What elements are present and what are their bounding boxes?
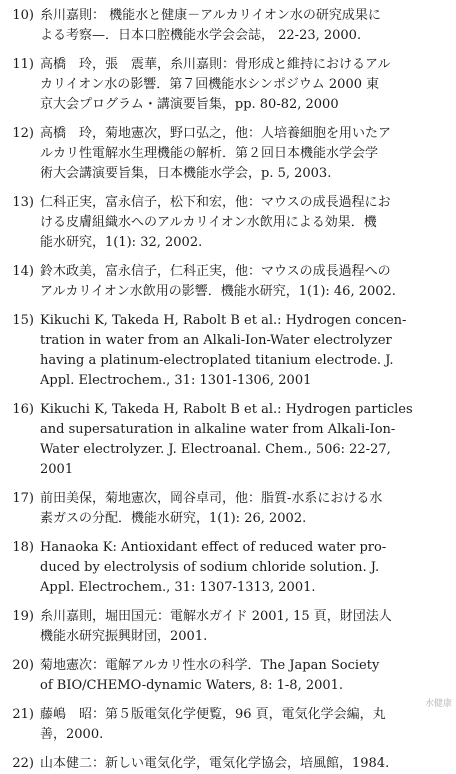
- reference-14: [2, 262, 448, 302]
- reference-line: having a platinum-electroplated titanium electrode. J.: [40, 353, 394, 368]
- reference-line: 菊地憲次：電解アルカリ性水の科学．The Japan Society: [40, 658, 380, 673]
- reference-line: Kikuchi K, Takeda H, Rabolt B et al.: Hydrogen particles: [40, 402, 413, 417]
- reference-number: 21): [12, 707, 34, 722]
- reference-line: ルカリ性電解水生理機能の解析．第２回日本機能水学会学: [40, 146, 379, 161]
- reference-line: Appl. Electrochem., 31: 1301-1306, 2001: [40, 373, 312, 388]
- reference-line: 山本健二：新しい電気化学，電気化学協会，培風館，1984.: [40, 756, 390, 771]
- reference-13: [2, 193, 448, 253]
- reference-12: [2, 124, 448, 184]
- reference-text: [40, 262, 448, 302]
- reference-number: 19): [12, 609, 34, 624]
- reference-number: 13): [12, 195, 34, 210]
- reference-number: 12): [12, 126, 34, 141]
- reference-line: 素ガスの分配．機能水研究，1(1): 26, 2002.: [40, 511, 307, 526]
- reference-line: Appl. Electrochem., 31: 1307-1313, 2001.: [40, 580, 316, 595]
- watermark: 水健康: [424, 699, 452, 709]
- reference-line: 善，2000.: [40, 727, 104, 742]
- reference-text: [40, 705, 448, 745]
- reference-line: アルカリイオン水飲用の影響．機能水研究，1(1): 46, 2002.: [40, 284, 396, 299]
- reference-20: [2, 656, 448, 696]
- reference-text: [40, 400, 448, 480]
- reference-number: 18): [12, 540, 34, 555]
- reference-21: [2, 705, 448, 745]
- reference-line: Hanaoka K: Antioxidant effect of reduced water pro-: [40, 540, 387, 555]
- reference-number: 20): [12, 658, 34, 673]
- reference-16: [2, 400, 448, 480]
- reference-line: 高橋 玲，張 震華，糸川嘉則：骨形成と維持におけるアル: [40, 57, 391, 72]
- reference-number: 15): [12, 313, 34, 328]
- reference-text: [40, 607, 448, 647]
- reference-number: 17): [12, 491, 34, 506]
- reference-text: [40, 193, 448, 253]
- reference-line: 京大会プログラム・講演要旨集，pp. 80-82, 2000: [40, 97, 339, 112]
- reference-line: 糸川嘉則： 機能水と健康－アルカリイオン水の研究成果に: [40, 8, 381, 23]
- reference-line: 鈴木政美，富永信子，仁科正実，他：マウスの成長過程への: [40, 264, 391, 279]
- reference-number: 14): [12, 264, 34, 279]
- reference-line: 能水研究，1(1): 32, 2002.: [40, 235, 203, 250]
- reference-22: [2, 754, 448, 774]
- reference-line: 機能水研究振興財団，2001.: [40, 629, 208, 644]
- reference-line: tration in water from an Alkali-Ion-Water electrolyzer: [40, 333, 392, 348]
- reference-text: [40, 6, 448, 46]
- reference-line: 糸川嘉則，堀田国元：電解水ガイド 2001, 15 頁，財団法人: [40, 609, 392, 624]
- reference-text: [40, 124, 448, 184]
- reference-text: [40, 55, 448, 115]
- reference-line: duced by electrolysis of sodium chloride solution. J.: [40, 560, 380, 575]
- reference-text: [40, 311, 448, 391]
- reference-17: [2, 489, 448, 529]
- reference-line: Water electrolyzer. J. Electroanal. Chem., 506: 22-27,: [40, 442, 391, 457]
- reference-number: 16): [12, 402, 34, 417]
- reference-line: 術大会講演要旨集，日本機能水学会，p. 5, 2003.: [40, 166, 332, 181]
- reference-line: 2001: [40, 462, 74, 477]
- reference-line: 藤嶋 昭：第５版電気化学便覧，96 頁，電気化学会編，丸: [40, 707, 386, 722]
- reference-line: of BIO/CHEMO-dynamic Waters, 8: 1-8, 2001.: [40, 678, 344, 693]
- reference-line: ける皮膚組織水へのアルカリイオン水飲用による効果．機: [40, 215, 377, 230]
- reference-line: カリイオン水の影響．第７回機能水シンポジウム 2000 東: [40, 77, 380, 92]
- reference-18: [2, 538, 448, 598]
- reference-text: [40, 656, 448, 696]
- reference-10: [2, 6, 448, 46]
- reference-text: [40, 754, 448, 774]
- reference-line: 前田美保，菊地憲次，岡谷卓司，他：脂質-水系における水: [40, 491, 383, 506]
- reference-line: 仁科正実，富永信子，松下和宏，他：マウスの成長過程にお: [40, 195, 391, 210]
- reference-11: [2, 55, 448, 115]
- reference-number: 11): [12, 57, 34, 72]
- reference-line: 高橋 玲，菊地憲次，野口弘之，他：人培養細胞を用いたア: [40, 126, 392, 141]
- reference-15: [2, 311, 448, 391]
- reference-text: [40, 538, 448, 598]
- reference-line: よる考察—．日本口腔機能水学会会誌， 22-23, 2000.: [40, 28, 362, 43]
- reference-19: [2, 607, 448, 647]
- reference-text: [40, 489, 448, 529]
- reference-number: 22): [12, 756, 34, 771]
- reference-line: Kikuchi K, Takeda H, Rabolt B et al.: Hydrogen concen-: [40, 313, 407, 328]
- reference-number: 10): [12, 8, 34, 23]
- reference-line: and supersaturation in alkaline water from Alkali-Ion-: [40, 422, 396, 437]
